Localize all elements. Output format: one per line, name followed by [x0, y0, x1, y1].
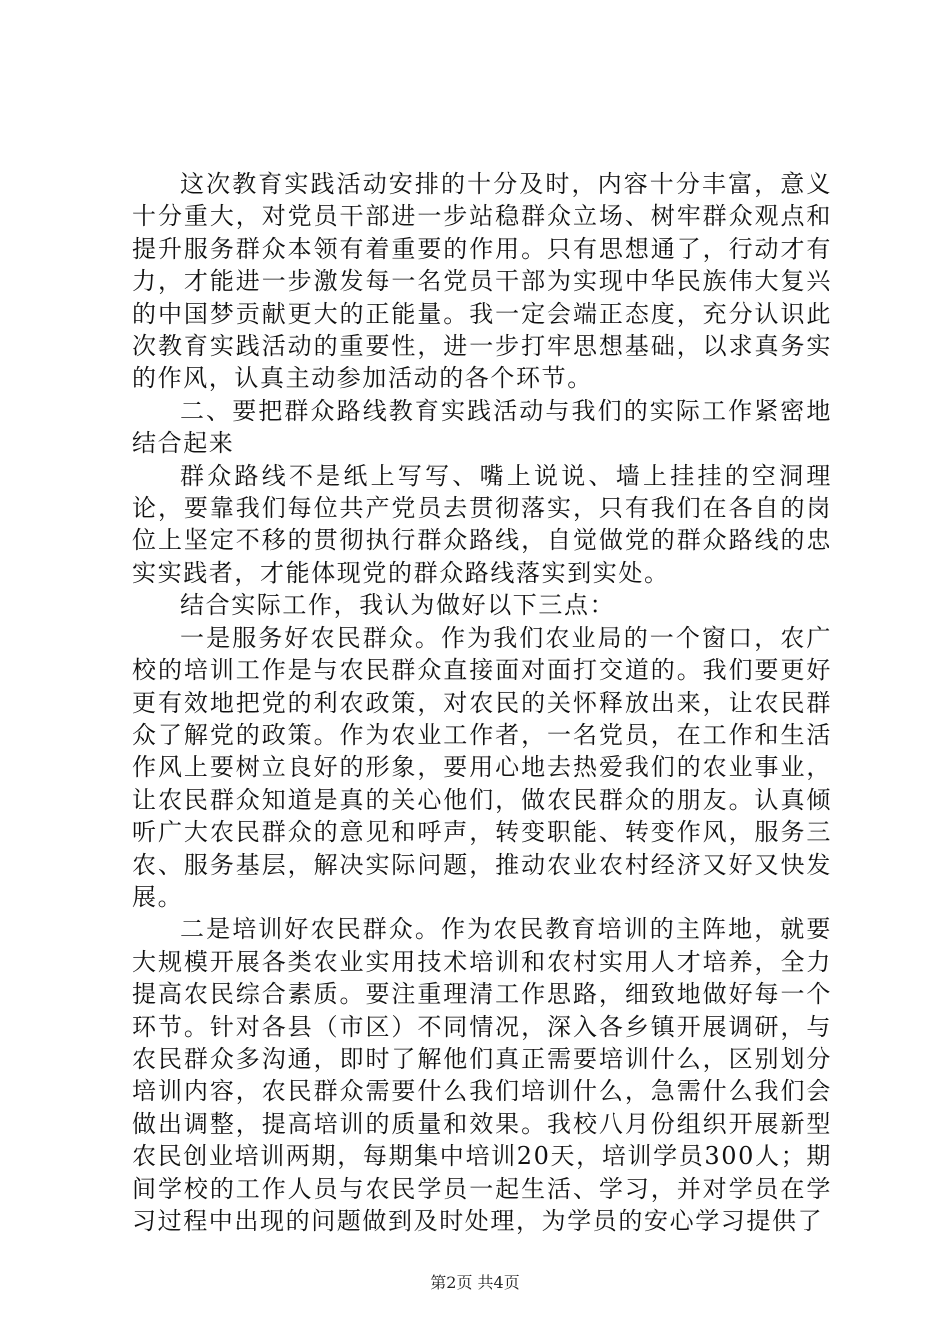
paragraph-4: 结合实际工作，我认为做好以下三点： [180, 591, 616, 620]
paragraph-6: 二是培训好农民群众。作为农民教育培训的主阵地，就要大规模开展各类农业实用技术培训和农村实用人才培养，全力提高农民综合素质。要注重理清工作思路，细致地做好每一个环节。针对各县（市区）不同情况，深入各乡镇开展调研，与农民群众多沟通，即时了解他们真正需要培训什么，区别划分培训内容，农民群众需要什么我们培训什么，急需什么我们会做出调整，提高培训的质量和效果。我校八月份组织开展新型农民创业培训两期，每期集中培训20天，培训学员300人；期间学校的工作人员与农民学员一起生活、学习，并对学员在学习过程中出现的问题做到及时处理，为学员的安心学习提供了 [132, 915, 832, 1235]
section-heading-2: 二、要把群众路线教育实践活动与我们的实际工作紧密地结合起来 [132, 396, 832, 458]
paragraph-3: 群众路线不是纸上写写、嘴上说说、墙上挂挂的空洞理论，要靠我们每位共产党员去贯彻落实，只有我们在各自的岗位上坚定不移的贯彻执行群众路线，自觉做党的群众路线的忠实实践者，才能体现党的群众路线落实到实处。 [132, 461, 832, 587]
paragraph-1: 这次教育实践活动安排的十分及时，内容十分丰富，意义十分重大，对党员干部进一步站稳群众立场、树牢群众观点和提升服务群众本领有着重要的作用。只有思想通了，行动才有力，才能进一步激发每一名党员干部为实现中华民族伟大复兴的中国梦贡献更大的正能量。我一定会端正态度，充分认识此次教育实践活动的重要性，进一步打牢思想基础，以求真务实的作风，认真主动参加活动的各个环节。 [132, 170, 832, 393]
document-body [132, 168, 832, 1237]
paragraph-5: 一是服务好农民群众。作为我们农业局的一个窗口，农广校的培训工作是与农民群众直接面对面打交道的。我们要更好更有效地把党的利农政策，对农民的关怀释放出来，让农民群众了解党的政策。作为农业工作者，一名党员，在工作和生活作风上要树立良好的形象，要用心地去热爱我们的农业事业，让农民群众知道是真的关心他们，做农民群众的朋友。认真倾听广大农民群众的意见和呼声，转变职能、转变作风，服务三农、服务基层，解决实际问题，推动农业农村经济又好又快发展。 [132, 623, 832, 911]
page-number-footer: 第2页 共4页 [430, 1273, 520, 1292]
